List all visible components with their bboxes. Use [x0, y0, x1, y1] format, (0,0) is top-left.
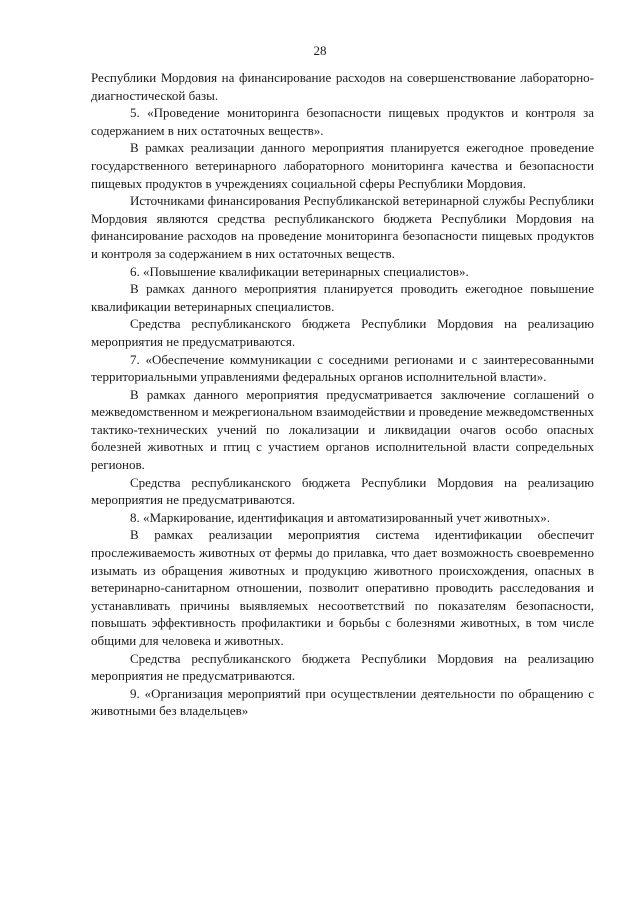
- paragraph-item-7-description: В рамках данного мероприятия предусматривается заключение соглашений о межведомственном и межрегиональном взаимодействии и проведение межведомственных тактико-технических учений по локализации и ликвидации очагов особо опасных болезней животных и птиц с участием органов исполнительной власти сопредельных регионов.: [91, 386, 594, 473]
- paragraph-item-5-funding: Источниками финансирования Республиканской ветеринарной службы Республики Мордовия являются средства республиканского бюджета Республики Мордовия на финансирование расходов на проведение мониторинга безопасности пищевых продуктов и контроля за содержанием в них остаточных веществ.: [91, 193, 594, 261]
- paragraph-item-5-description: В рамках реализации данного мероприятия планируется ежегодное проведение государственного ветеринарного лабораторного мониторинга качества и безопасности пищевых продуктов в учреждениях социальной сферы Республики Мордовия.: [91, 140, 594, 191]
- paragraph-item-5-heading: 5. «Проведение мониторинга безопасности пищевых продуктов и контроля за содержанием в них остаточных веществ».: [91, 105, 594, 138]
- paragraph-funding-continuation: Республики Мордовия на финансирование расходов на совершенствование лабораторно-диагностической базы.: [91, 70, 594, 103]
- page-number: 28: [313, 43, 327, 58]
- paragraph-item-6-funding: Средства республиканского бюджета Республики Мордовия на реализацию мероприятия не предусматриваются.: [91, 316, 594, 349]
- paragraph-item-8-description: В рамках реализации мероприятия система идентификации обеспечит прослеживаемость животных от фермы до прилавка, что дает возможность своевременно изымать из обращения животных и продукцию животного происхождения, опасных в ветеринарно-санитарном отношении, позволит оперативно проводить расследования и устанавливать причины выявляемых несоответствий по показателям безопасности, повышать эффективность профилактики и борьбы с болезнями животных, в том числе общими для человека и животных.: [91, 527, 594, 648]
- document-body: [91, 69, 594, 720]
- paragraph-item-9-heading: 9. «Организация мероприятий при осуществлении деятельности по обращению с животными без владельцев»: [91, 685, 594, 719]
- paragraph-item-8-funding: Средства республиканского бюджета Республики Мордовия на реализацию мероприятия не предусматриваются.: [91, 650, 594, 684]
- paragraph-item-8-heading: 8. «Маркирование, идентификация и автоматизированный учет животных».: [130, 509, 550, 525]
- paragraph-item-6-description: В рамках данного мероприятия планируется проводить ежегодное повышение квалификации ветеринарных специалистов.: [91, 281, 594, 314]
- paragraph-item-7-funding: Средства республиканского бюджета Республики Мордовия на реализацию мероприятия не предусматриваются.: [91, 474, 594, 508]
- paragraph-item-7-heading: 7. «Обеспечение коммуникации с соседними регионами и с заинтересованными территориальными управлениями федеральных органов исполнительной власти».: [91, 351, 594, 385]
- paragraph-item-6-heading: 6. «Повышение квалификации ветеринарных специалистов».: [130, 263, 469, 279]
